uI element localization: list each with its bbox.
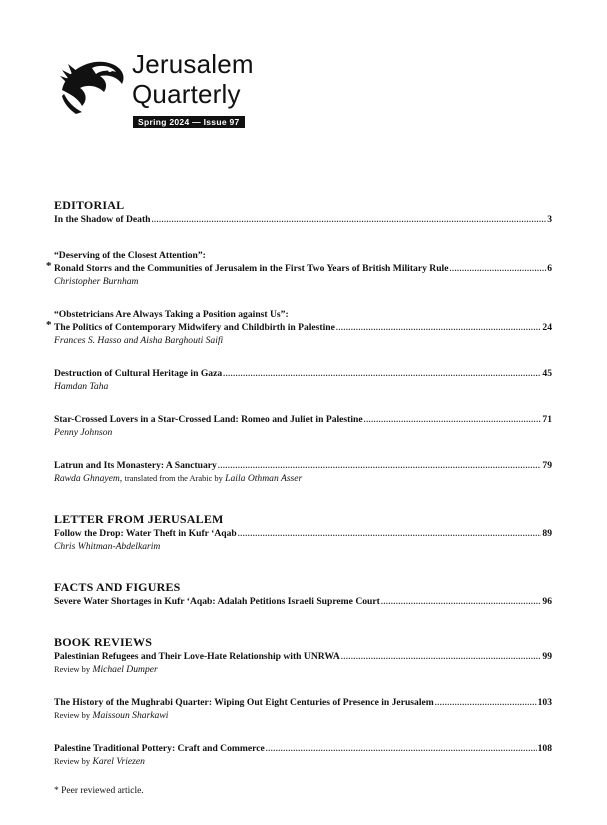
dot-leader	[435, 696, 537, 709]
dot-leader	[364, 413, 542, 426]
page-number: 103	[537, 697, 552, 708]
dot-leader	[381, 595, 542, 608]
dot-leader	[341, 650, 542, 663]
entry-author	[54, 663, 552, 676]
entry-author	[54, 709, 552, 722]
peer-reviewed-marker: *	[46, 319, 52, 331]
issue-label: Spring 2024 — Issue 97	[133, 116, 245, 128]
page-number: 71	[542, 414, 552, 425]
page-number: 45	[542, 368, 552, 379]
section-book-reviews	[54, 635, 552, 768]
page-number: 99	[542, 651, 552, 662]
page-number: 6	[547, 263, 552, 274]
entry-title[interactable]: In the Shadow of Death	[54, 214, 151, 225]
entry-author: Frances S. Hasso and Aisha Barghouti Saifi	[54, 335, 224, 346]
author-name: Rawda Ghnayem,	[54, 473, 123, 484]
page-number: 96	[542, 596, 552, 607]
entry-title[interactable]: Palestinian Refugees and Their Love-Hate Relationship with UNRWA	[54, 651, 340, 662]
entry-title[interactable]: Star-Crossed Lovers in a Star-Crossed Land: Romeo and Juliet in Palestine	[54, 414, 363, 425]
entry-title[interactable]: The Politics of Contemporary Midwifery and Childbirth in Palestine	[54, 322, 335, 333]
section-heading: LETTER FROM JERUSALEM	[54, 512, 224, 526]
masthead	[52, 40, 312, 135]
toc-entry[interactable]	[54, 413, 552, 439]
section-heading: BOOK REVIEWS	[54, 635, 153, 649]
entry-title[interactable]: Palestine Traditional Pottery: Craft and Commerce	[54, 743, 265, 754]
masthead-title-line1: Jerusalem	[132, 49, 254, 79]
section-heading: FACTS AND FIGURES	[54, 580, 181, 594]
entry-author	[54, 755, 552, 768]
translator-name: Laila Othman Asser	[225, 473, 303, 484]
toc-entry[interactable]	[54, 367, 552, 393]
dot-leader	[266, 742, 537, 755]
dot-leader	[223, 367, 541, 380]
reviewer-name: Michael Dumper	[92, 664, 158, 675]
entry-title[interactable]: Destruction of Cultural Heritage in Gaza	[54, 368, 223, 379]
peer-reviewed-marker: *	[46, 260, 52, 272]
toc-entry[interactable]	[54, 213, 552, 226]
entry-title[interactable]: Severe Water Shortages in Kufr ‘Aqab: Adalah Petitions Israeli Supreme Court	[54, 596, 380, 607]
section-articles	[46, 249, 552, 485]
page-number: 89	[542, 528, 552, 539]
entry-author: Christopher Burnham	[54, 276, 139, 287]
review-by-label: Review by	[54, 665, 91, 674]
entry-author: Penny Johnson	[54, 427, 113, 438]
toc-entry[interactable]	[54, 650, 552, 676]
toc-entry[interactable]	[46, 308, 552, 347]
peer-review-footnote: * Peer reviewed article.	[54, 786, 144, 796]
jq-bird-logo-icon	[52, 50, 132, 120]
entry-pretitle[interactable]: “Deserving of the Closest Attention”:	[54, 250, 206, 261]
entry-title[interactable]: Ronald Storrs and the Communities of Jerusalem in the First Two Years of British Military Rule	[54, 263, 449, 274]
entry-title[interactable]: Latrun and Its Monastery: A Sanctuary	[54, 460, 217, 471]
reviewer-name: Karel Vriezen	[92, 756, 145, 767]
entry-author: Hamdan Taha	[54, 381, 109, 392]
review-by-label: Review by	[54, 757, 91, 766]
translator-note: translated from the Arabic by	[124, 474, 223, 483]
section-facts-and-figures	[54, 580, 552, 608]
review-by-label: Review by	[54, 711, 91, 720]
entry-pretitle[interactable]: “Obstetricians Are Always Taking a Position against Us”:	[54, 309, 289, 320]
page-number: 24	[542, 322, 552, 333]
masthead-title-line2: Quarterly	[132, 79, 241, 109]
dot-leader	[449, 262, 546, 275]
section-editorial	[54, 198, 552, 226]
entry-title[interactable]: The History of the Mughrabi Quarter: Wiping Out Eight Centuries of Presence in Jerusalem	[54, 697, 434, 708]
dot-leader	[152, 213, 547, 226]
entry-title[interactable]: Follow the Drop: Water Theft in Kufr ‘Aqab	[54, 528, 237, 539]
toc-entry[interactable]	[46, 249, 552, 288]
toc-entry[interactable]	[54, 527, 552, 553]
toc-entry[interactable]	[54, 696, 552, 722]
page-number: 79	[542, 460, 552, 471]
entry-author	[54, 472, 552, 485]
dot-leader	[238, 527, 542, 540]
toc-entry[interactable]	[54, 459, 552, 485]
page-number: 108	[537, 743, 552, 754]
dot-leader	[218, 459, 542, 472]
toc-entry[interactable]	[54, 595, 552, 608]
page-number: 3	[547, 214, 552, 225]
toc-entry[interactable]	[54, 742, 552, 768]
dot-leader	[336, 321, 542, 334]
table-of-contents	[46, 198, 552, 768]
section-heading: EDITORIAL	[54, 198, 125, 212]
entry-author: Chris Whitman-Abdelkarim	[54, 541, 161, 552]
section-letter-from-jerusalem	[54, 512, 552, 553]
reviewer-name: Maissoun Sharkawi	[92, 710, 169, 721]
